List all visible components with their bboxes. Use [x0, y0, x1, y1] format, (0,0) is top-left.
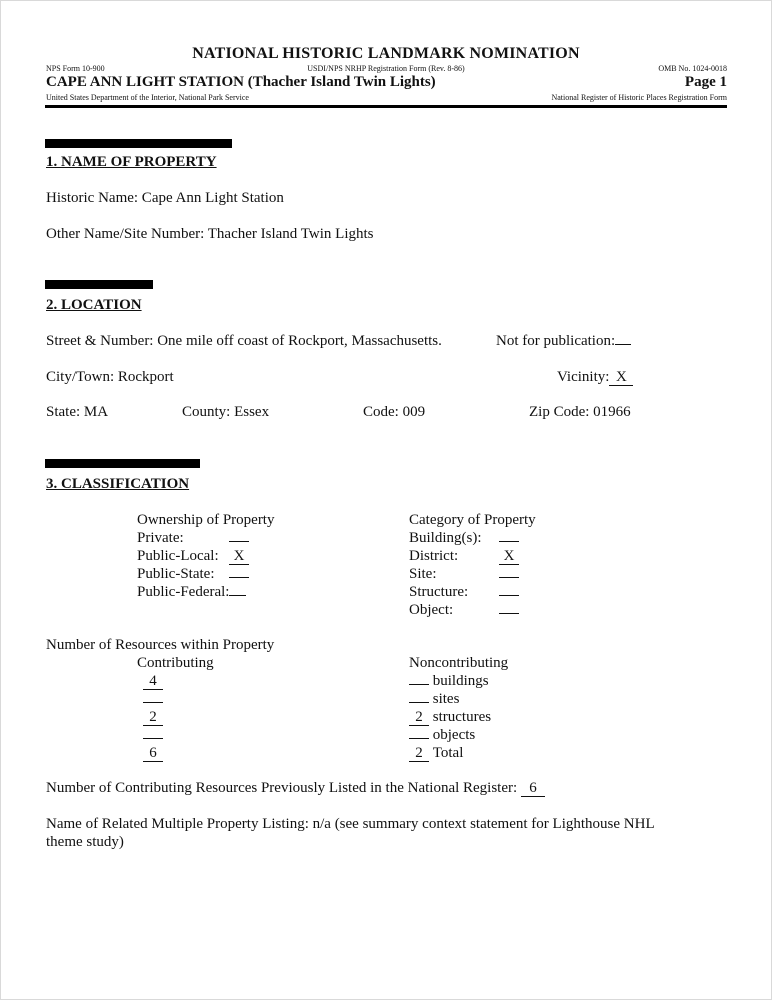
page-number: Page 1 — [684, 74, 727, 90]
not-for-publication-field[interactable] — [615, 344, 631, 345]
noncontributing-header: Noncontributing — [409, 655, 509, 671]
contributing-structures[interactable]: 2 — [143, 710, 163, 726]
ownership-label-private: Private: — [137, 530, 184, 546]
register-form-name: National Register of Historic Places Registration Form — [551, 93, 727, 102]
header-rule — [45, 105, 727, 108]
ownership-title: Ownership of Property — [137, 512, 275, 528]
category-field-buildings[interactable] — [499, 541, 519, 542]
ownership-field-public-local[interactable]: X — [229, 549, 249, 565]
county: County: Essex — [182, 404, 270, 420]
ownership-field-public-state[interactable] — [229, 577, 249, 578]
previously-listed-field[interactable]: 6 — [521, 781, 545, 797]
form-title: NATIONAL HISTORIC LANDMARK NOMINATION — [192, 45, 580, 62]
vicinity-field[interactable]: X — [609, 370, 633, 386]
previously-listed-label: Number of Contributing Resources Previously Listed in the National Register: — [46, 780, 518, 796]
resource-type-buildings: buildings — [432, 673, 489, 689]
noncontributing-sites[interactable] — [409, 702, 429, 703]
contributing-header: Contributing — [137, 655, 214, 671]
category-field-structure[interactable] — [499, 595, 519, 596]
section-2-heading: 2. LOCATION — [46, 297, 142, 313]
ownership-field-public-federal[interactable] — [229, 595, 246, 596]
category-label-buildings: Building(s): — [409, 530, 482, 546]
section-bar — [45, 139, 232, 148]
ownership-label-public-federal: Public-Federal: — [137, 584, 230, 600]
department: United States Department of the Interior, National Park Service — [46, 93, 249, 102]
category-label-object: Object: — [409, 602, 454, 618]
omb-number: OMB No. 1024-0018 — [658, 64, 727, 73]
resource-type-sites: sites — [432, 691, 460, 707]
state: State: MA — [46, 404, 109, 420]
street-number: Street & Number: One mile off coast of Rockport, Massachusetts. — [46, 333, 442, 349]
registration-form-rev: USDI/NPS NRHP Registration Form (Rev. 8-86) — [307, 64, 465, 73]
category-label-structure: Structure: — [409, 584, 469, 600]
form-number: NPS Form 10-900 — [46, 64, 105, 73]
vicinity-label: Vicinity: — [557, 369, 610, 385]
ownership-label-public-state: Public-State: — [137, 566, 215, 582]
previously-listed — [46, 779, 545, 797]
category-label-district: District: — [409, 548, 459, 564]
contributing-sites[interactable] — [143, 702, 163, 703]
noncontributing-total[interactable]: 2 — [409, 746, 429, 762]
noncontributing-objects[interactable] — [409, 738, 429, 739]
section-bar — [45, 459, 200, 468]
category-field-district[interactable]: X — [499, 549, 519, 565]
resource-type-structures: structures — [432, 709, 492, 725]
zip-code: Zip Code: 01966 — [529, 404, 631, 420]
category-label-site: Site: — [409, 566, 437, 582]
category-title: Category of Property — [409, 512, 536, 528]
resource-type-total: Total — [432, 745, 464, 761]
city-town: City/Town: Rockport — [46, 369, 174, 385]
noncontributing-buildings[interactable] — [409, 684, 429, 685]
resources-title: Number of Resources within Property — [46, 637, 275, 653]
section-3-heading: 3. CLASSIFICATION — [46, 476, 190, 492]
historic-name: Historic Name: Cape Ann Light Station — [46, 190, 284, 206]
category-field-object[interactable] — [499, 613, 519, 614]
section-1-heading: 1. NAME OF PROPERTY — [46, 154, 217, 170]
property-title: CAPE ANN LIGHT STATION (Thacher Island Twin Lights) — [46, 74, 436, 90]
section-bar — [45, 280, 153, 289]
related-listing-line2: theme study) — [46, 834, 124, 850]
noncontributing-structures[interactable]: 2 — [409, 710, 429, 726]
not-for-publication — [496, 332, 631, 350]
resource-type-objects: objects — [432, 727, 476, 743]
related-listing-line1: Name of Related Multiple Property Listing: n/a (see summary context statement for Lighthouse NHL — [46, 816, 655, 832]
ownership-field-private[interactable] — [229, 541, 249, 542]
other-name: Other Name/Site Number: Thacher Island Twin Lights — [46, 226, 374, 242]
ownership-label-public-local: Public-Local: — [137, 548, 219, 564]
contributing-buildings[interactable]: 4 — [143, 674, 163, 690]
code: Code: 009 — [363, 404, 426, 420]
not-for-publication-label: Not for publication: — [496, 333, 616, 349]
category-field-site[interactable] — [499, 577, 519, 578]
contributing-total[interactable]: 6 — [143, 746, 163, 762]
contributing-objects[interactable] — [143, 738, 163, 739]
vicinity — [557, 368, 633, 386]
